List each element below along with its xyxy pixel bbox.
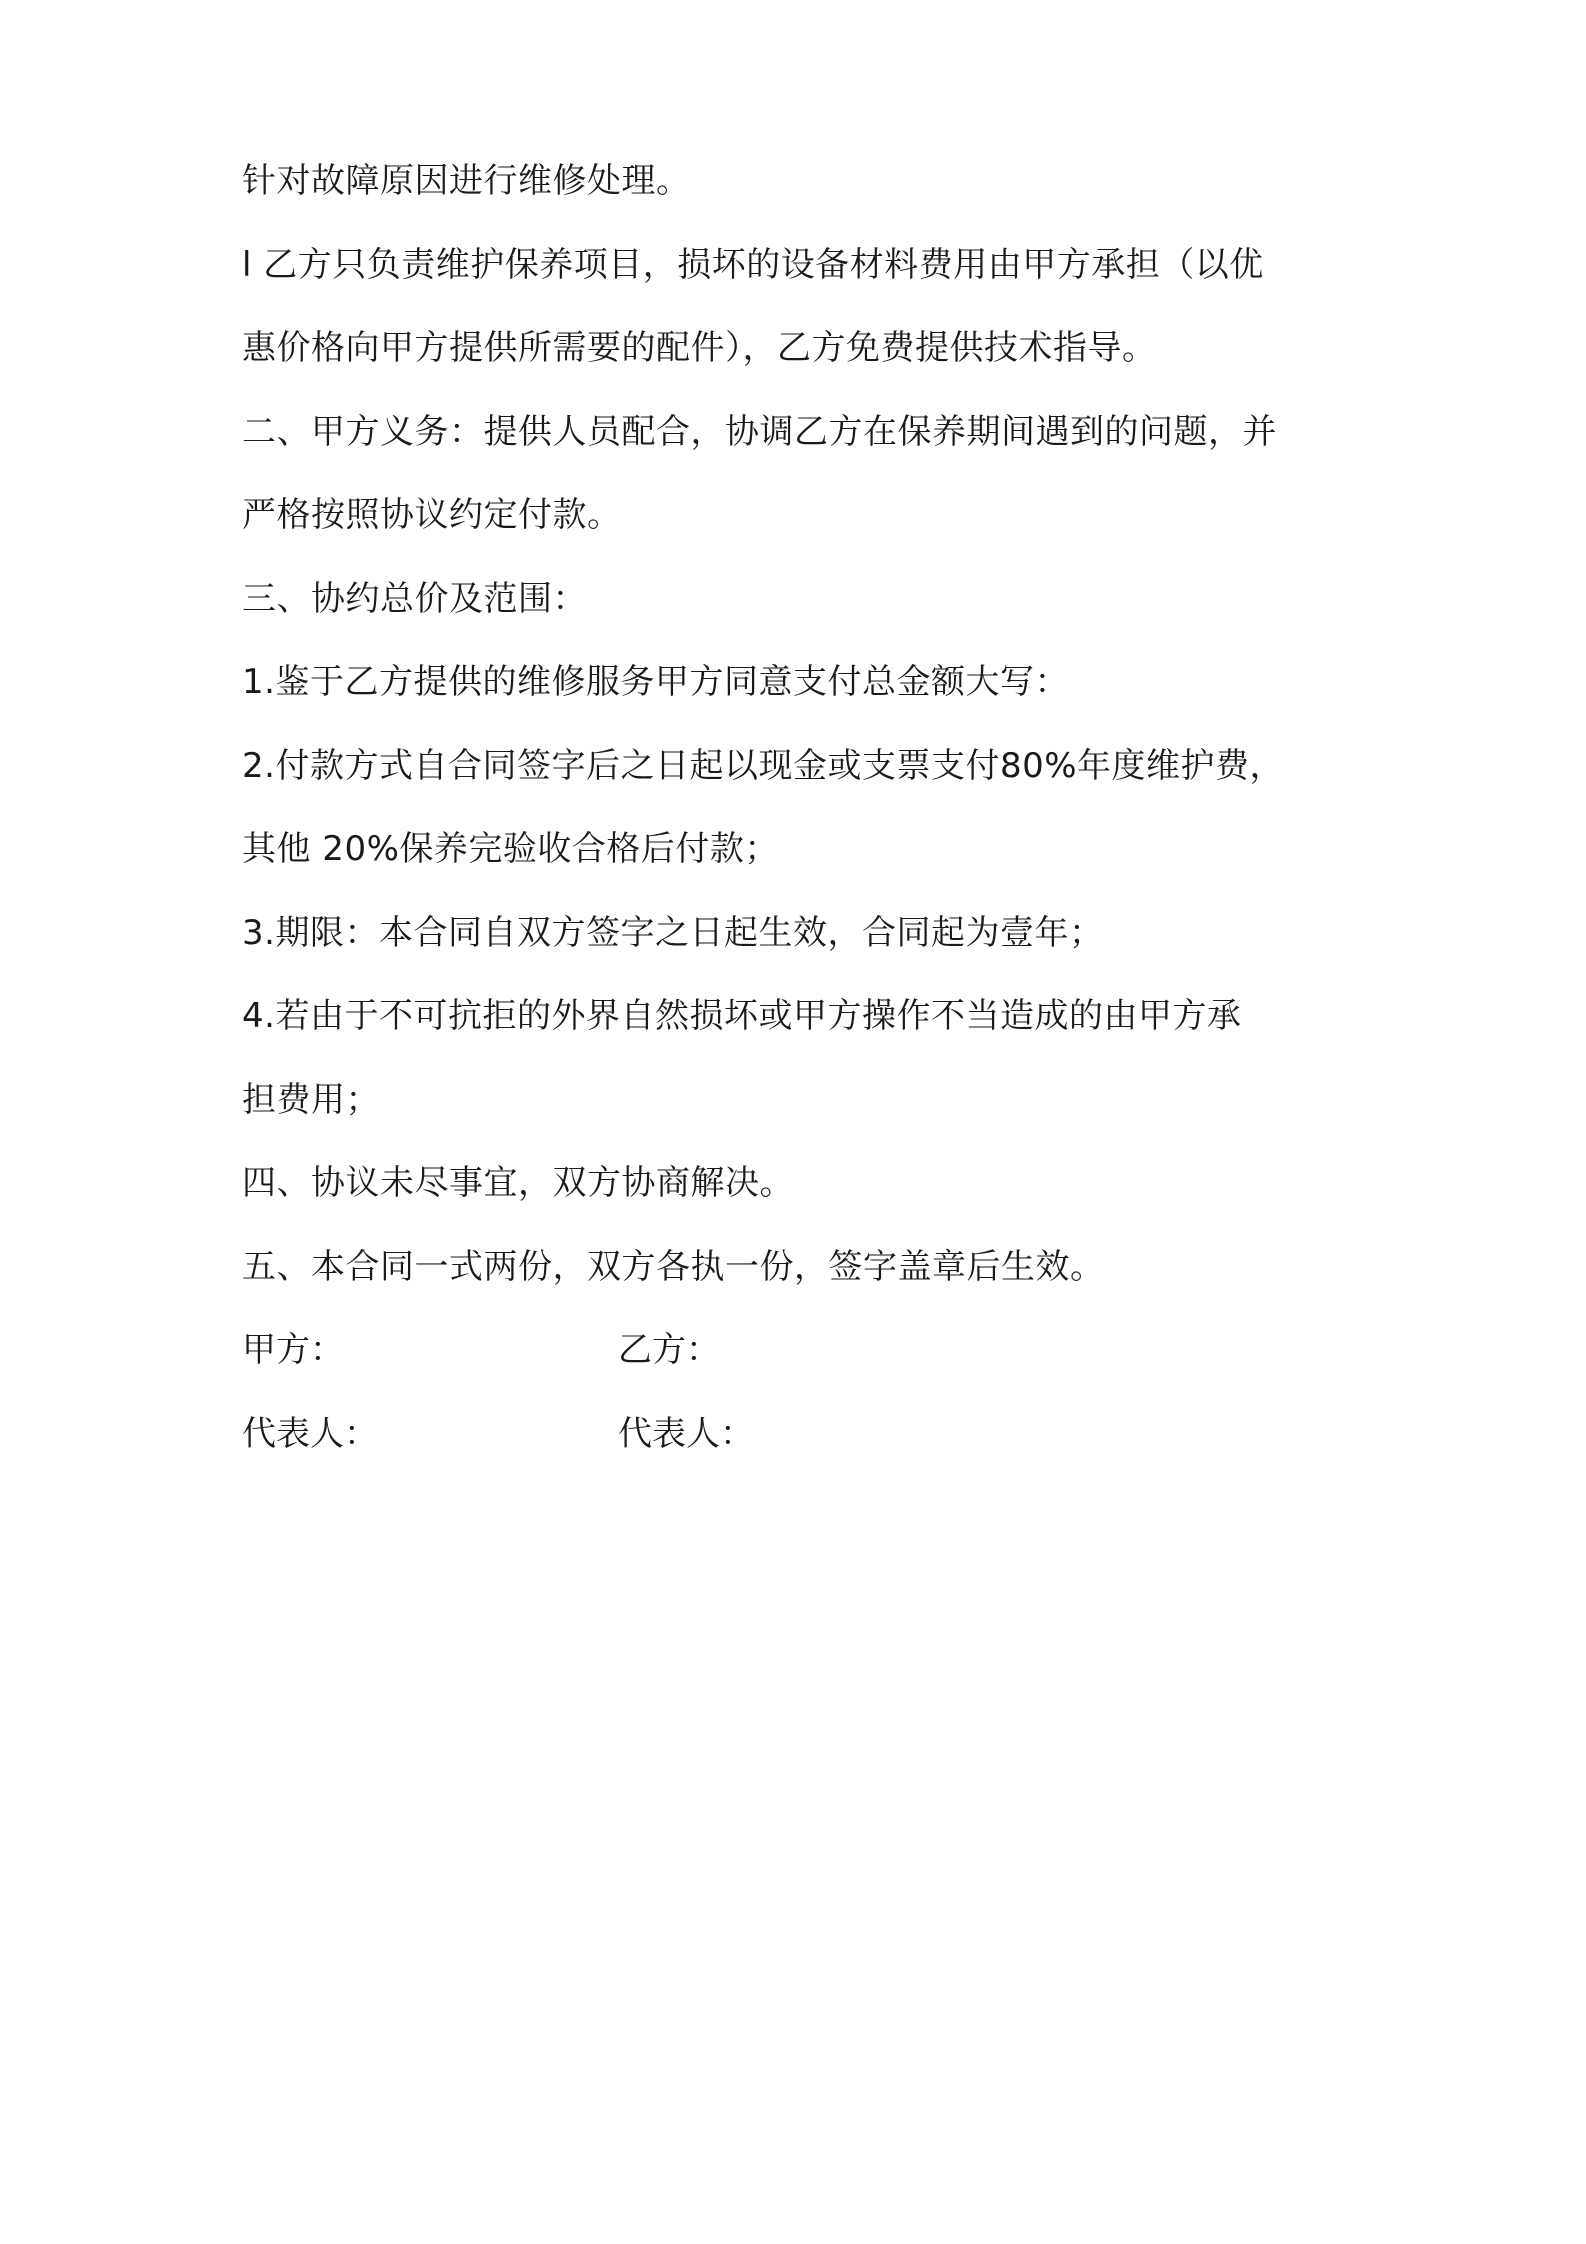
party-b-label: 乙方： xyxy=(618,1330,720,1370)
signature-representative-row xyxy=(242,1393,1362,1477)
signature-party-row xyxy=(242,1309,1362,1393)
section-five: 五、本合同一式两份，双方各执一份，签字盖章后生效。 xyxy=(242,1246,1105,1287)
party-a-label: 甲方： xyxy=(242,1330,344,1370)
text-line: 惠价格向甲方提供所需要的配件），乙方免费提供技术指导。 xyxy=(242,328,1157,368)
clause-2: 2.付款方式自合同签字后之日起以现金或支票支付80%年度维护费， xyxy=(242,745,1285,786)
representative-b-label: 代表人： xyxy=(618,1413,754,1454)
section-four: 四、协议未尽事宜，双方协商解决。 xyxy=(242,1163,794,1203)
section-price-heading: 三、协约总价及范围： xyxy=(242,578,587,619)
section-obligations-line: 二、甲方义务：提供人员配合，协调乙方在保养期间遇到的问题，并 xyxy=(242,411,1277,452)
clause-4: 4.若由于不可抗拒的外界自然损坏或甲方操作不当造成的由甲方承 xyxy=(242,996,1242,1036)
text-line: 针对故障原因进行维修处理。 xyxy=(242,161,691,201)
text-line: 其他 20%保养完验收合格后付款； xyxy=(242,829,779,869)
clause-3: 3.期限：本合同自双方签字之日起生效，合同起为壹年； xyxy=(242,912,1104,953)
document-body xyxy=(242,140,1362,1476)
text-line: 严格按照协议约定付款。 xyxy=(242,495,622,535)
representative-a-label: 代表人： xyxy=(242,1413,378,1454)
clause-1: 1.鉴于乙方提供的维修服务甲方同意支付总金额大写： xyxy=(242,662,1069,702)
text-line: 担费用； xyxy=(242,1079,380,1120)
text-line: l 乙方只负责维护保养项目，损坏的设备材料费用由甲方承担（以优 xyxy=(242,244,1264,285)
